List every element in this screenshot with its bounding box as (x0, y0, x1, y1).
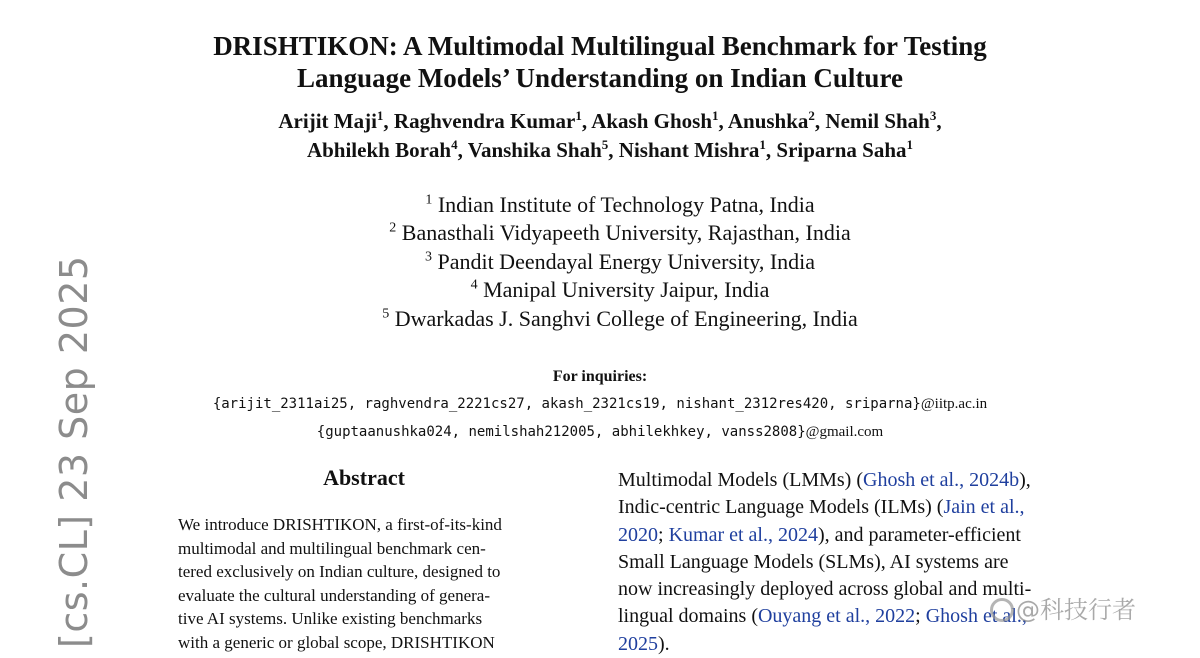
email-domain: @iitp.ac.in (920, 396, 988, 412)
citation-link[interactable]: Ghosh et al., (925, 605, 1027, 628)
affiliation: $^3$ Pandit Deendayal Energy University, India (424, 248, 816, 274)
intro-line: 2020; Kumar et al., 2024), and parameter-efficient (618, 523, 1021, 546)
intro-column (618, 467, 1061, 658)
arxiv-margin (0, 0, 96, 648)
abstract-heading: Abstract (323, 465, 405, 490)
title-line-2: Language Models’ Understanding on Indian Culture (297, 63, 903, 93)
abstract-line: evaluate the cultural understanding of genera- (178, 585, 491, 605)
intro-line: lingual domains (Ouyang et al., 2022; Ghosh et al., (618, 605, 1027, 628)
author: Arijit Maji$^1$ (278, 108, 384, 133)
watermark (990, 590, 1136, 625)
citation-link[interactable]: 2025 (618, 632, 658, 655)
abstract-line: We introduce DRISHTIKON, a first-of-its-kind (178, 515, 502, 534)
inquiries-label: For inquiries: (552, 368, 648, 385)
author: Abhilekh Borah$^4$ (306, 137, 458, 162)
arxiv-stamp: [cs.CL] 23 Sep 2025 (52, 255, 96, 648)
affiliation: $^5$ Dwarkadas J. Sanghvi College of Engineering, India (382, 305, 858, 331)
author: Raghvendra Kumar$^1$ (393, 108, 582, 133)
author: Sriparna Saha$^1$ (776, 137, 914, 162)
author-line-2: Abhilekh Borah$^4$, Vanshika Shah$^5$, Nishant Mishra$^1$, Sriparna Saha$^1$ (306, 137, 914, 162)
citation-link[interactable]: Ghosh et al., 2024b (863, 469, 1020, 491)
author-line-1: Arijit Maji$^1$, Raghvendra Kumar$^1$, Akash Ghosh$^1$, Anushka$^2$, Nemil Shah$^3$, (278, 108, 942, 133)
email-users: {arijit_2311ai25, raghvendra_2221cs27, akash_2321cs19, nishant_2312res420, sriparna} (212, 396, 921, 412)
intro-line: Indic-centric Language Models (ILMs) (Jain et al., (618, 496, 1025, 519)
citation-link[interactable]: 2020 (618, 523, 658, 546)
affiliation: $^4$ Manipal University Jaipur, India (470, 277, 770, 303)
citation-link[interactable]: Jain et al., (943, 496, 1025, 519)
intro-line: Small Language Models (SLMs), AI systems are (618, 550, 1009, 573)
email-line-1 (0, 396, 1200, 413)
email-domain: @gmail.com (805, 424, 884, 440)
abstract-line: with a generic or global scope, DRISHTIKON (178, 632, 495, 652)
email-users: {guptaanushka024, nemilshah212005, abhilekhkey, vanss2808} (316, 424, 806, 440)
abstract-body (178, 513, 550, 654)
author: Vanshika Shah$^5$ (467, 137, 609, 162)
intro-line: now increasingly deployed across global and multi- (618, 578, 1032, 601)
author-list (0, 107, 1200, 165)
author: Nemil Shah$^3$ (825, 108, 937, 133)
intro-line: 2025). (618, 632, 670, 655)
title-line-1: DRISHTIKON: A Multimodal Multilingual Benchmark for Testing (213, 31, 987, 61)
affiliation-list (0, 191, 1200, 333)
affiliation: $^1$ Indian Institute of Technology Patna, India (425, 192, 815, 217)
author: Anushka$^2$ (727, 108, 815, 133)
email-line-2 (0, 424, 1200, 441)
author: Akash Ghosh$^1$ (591, 108, 719, 133)
author: Nishant Mishra$^1$ (618, 137, 766, 162)
intro-line: Multimodal Models (LMMs) (Ghosh et al., 2024b), (618, 469, 1031, 491)
watermark-logo-icon (990, 598, 1014, 622)
abstract-line: tive AI systems. Unlike existing benchmarks (178, 609, 483, 628)
abstract-line: multimodal and multilingual benchmark cen- (178, 538, 486, 558)
affiliation: $^2$ Banasthali Vidyapeeth University, Rajasthan, India (389, 220, 851, 246)
citation-link[interactable]: Kumar et al., 2024 (668, 523, 818, 546)
citation-link[interactable]: Ouyang et al., 2022 (757, 605, 916, 628)
abstract-line: tered exclusively on Indian culture, designed to (178, 562, 501, 581)
paper-title (0, 30, 1200, 94)
watermark-text: @科技行者 (1016, 596, 1136, 624)
